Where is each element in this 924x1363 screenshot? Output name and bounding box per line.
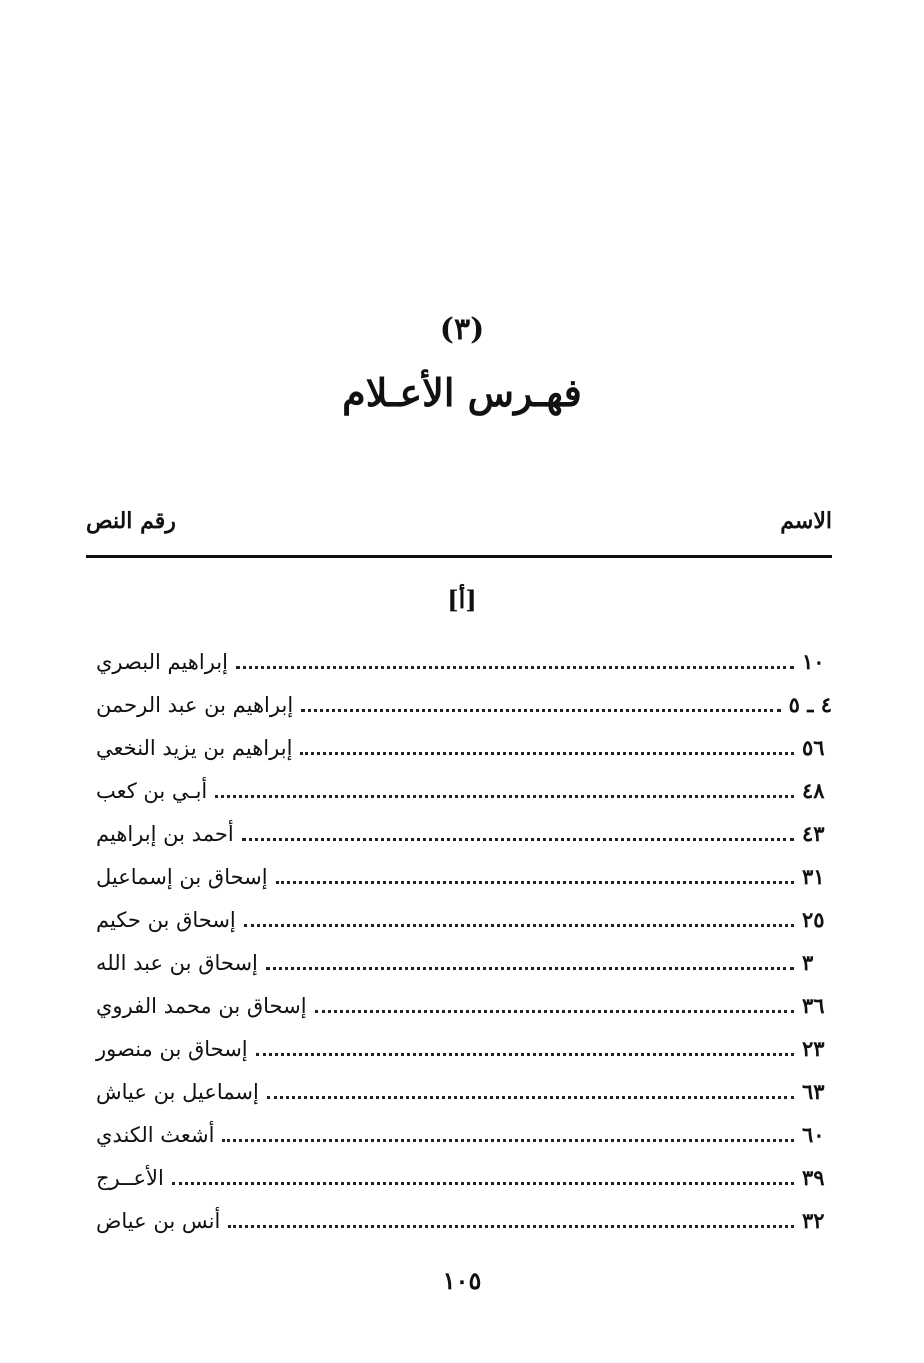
- dot-leader: [256, 1053, 794, 1056]
- index-entry: [86, 640, 832, 683]
- entry-name: أبـي بن كعب: [96, 778, 208, 803]
- index-entry: [86, 726, 832, 769]
- entry-ref: ٦٠: [802, 1122, 825, 1147]
- index-entry: [86, 1113, 832, 1156]
- index-entry: [86, 769, 832, 812]
- letter-heading: [أ]: [447, 585, 477, 614]
- header-divider: [86, 555, 832, 558]
- dot-leader: [300, 752, 794, 755]
- entry-name: إسحاق بن عبد الله: [96, 950, 258, 975]
- entry-name: إسماعيل بن عياش: [96, 1079, 259, 1104]
- entry-ref: ٤٣: [802, 821, 825, 846]
- dot-leader: [236, 666, 794, 669]
- index-entry: [86, 1156, 832, 1199]
- dot-leader: [215, 795, 794, 798]
- index-entry: [86, 812, 832, 855]
- entry-name: الأعــرج: [96, 1165, 164, 1190]
- index-entry-list: [86, 640, 832, 1242]
- entry-name: أحمد بن إبراهيم: [96, 821, 234, 846]
- index-entry: [86, 984, 832, 1027]
- entry-ref: ٣٩: [802, 1165, 825, 1190]
- index-entry: [86, 683, 832, 726]
- entry-name: إسحاق بن حكيم: [96, 907, 236, 932]
- dot-leader: [242, 838, 794, 841]
- index-entry: [86, 1027, 832, 1070]
- entry-name: أشعث الكندي: [96, 1122, 215, 1147]
- index-entry: [86, 941, 832, 984]
- entry-name: إبراهيم البصري: [96, 649, 228, 674]
- entry-ref: ٥٦: [802, 735, 825, 760]
- column-header-row: [86, 508, 832, 548]
- entry-name: أنس بن عياض: [96, 1208, 221, 1233]
- page-title: فهـرس الأعـلام: [342, 370, 582, 415]
- entry-ref: ١٠: [802, 649, 825, 674]
- index-entry: [86, 898, 832, 941]
- entry-name: إسحاق بن محمد الفروي: [96, 993, 307, 1018]
- dot-leader: [172, 1182, 794, 1185]
- dot-leader: [228, 1225, 794, 1228]
- entry-ref: ٦٣: [802, 1079, 825, 1104]
- entry-ref: ٢٥: [802, 907, 825, 932]
- column-header-name: الاسم: [780, 508, 832, 534]
- entry-name: إسحاق بن منصور: [96, 1036, 248, 1061]
- entry-name: إبراهيم بن يزيد النخعي: [96, 735, 293, 760]
- entry-ref: ٤ ـ ٥: [788, 692, 832, 717]
- dot-leader: [222, 1139, 794, 1142]
- dot-leader: [276, 881, 794, 884]
- entry-name: إسحاق بن إسماعيل: [96, 864, 268, 889]
- column-header-ref: رقم النص: [86, 508, 176, 534]
- index-entry: [86, 855, 832, 898]
- entry-ref: ٤٨: [802, 778, 825, 803]
- entry-ref: ٣٦: [802, 993, 825, 1018]
- dot-leader: [301, 709, 780, 712]
- index-entry: [86, 1199, 832, 1242]
- dot-leader: [315, 1010, 794, 1013]
- entry-ref: ٣: [802, 950, 814, 975]
- entry-ref: ٣١: [802, 864, 825, 889]
- entry-name: إبراهيم بن عبد الرحمن: [96, 692, 294, 717]
- page-number: ١٠٥: [442, 1266, 482, 1295]
- dot-leader: [244, 924, 794, 927]
- entry-ref: ٣٢: [802, 1208, 825, 1233]
- dot-leader: [266, 967, 794, 970]
- index-entry: [86, 1070, 832, 1113]
- section-number: (٣): [439, 312, 485, 347]
- dot-leader: [267, 1096, 794, 1099]
- entry-ref: ٢٣: [802, 1036, 825, 1061]
